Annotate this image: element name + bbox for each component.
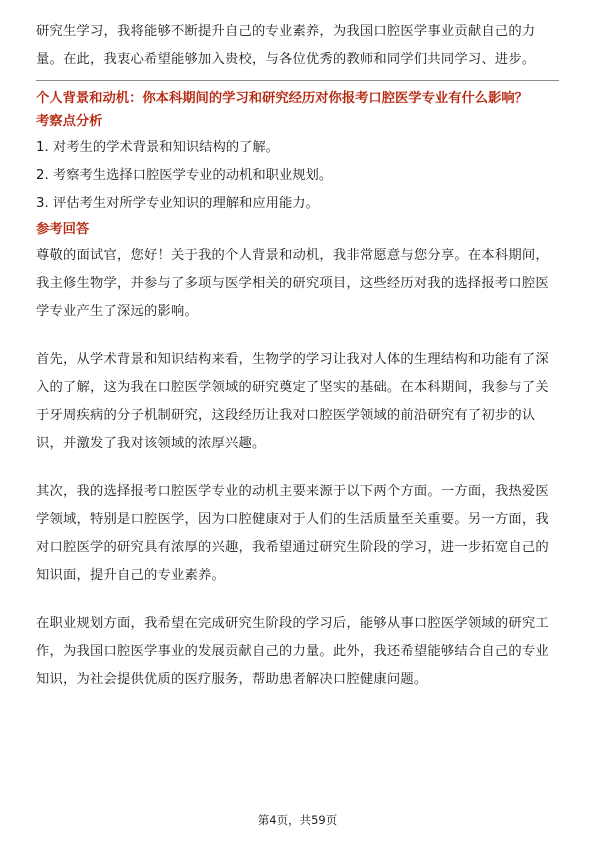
document-page: [36, 18, 559, 694]
answer-paragraph: 尊敬的面试官，您好！关于我的个人背景和动机，我非常愿意与您分享。在本科期间，我主修生物学，并参与了多项与医学相关的研究项目，这些经历对我的选择报考口腔医学专业产生了深远的影响。: [36, 248, 549, 319]
analysis-point: 3. 评估考生对所学专业知识的理解和应用能力。: [36, 196, 319, 211]
analysis-title: 考察点分析: [36, 114, 103, 129]
analysis-point: 1. 对考生的学术背景和知识结构的了解。: [36, 140, 279, 155]
answer-paragraph: 首先，从学术背景和知识结构来看，生物学的学习让我对人体的生理结构和功能有了深入的了解，这为我在口腔医学领域的研究奠定了坚实的基础。在本科期间，我参与了关于牙周疾病的分子机制研究，这段经历让我对口腔医学领域的前沿研究有了初步的认识，并激发了我对该领域的浓厚兴趣。: [36, 352, 549, 451]
page-footer: 第4页，共59页: [257, 813, 338, 827]
answer-paragraph: 在职业规划方面，我希望在完成研究生阶段的学习后，能够从事口腔医学领域的研究工作，为我国口腔医学事业的发展贡献自己的力量。此外，我还希望能够结合自己的专业知识，为社会提供优质的医疗服务，帮助患者解决口腔健康问题。: [36, 616, 549, 687]
intro-paragraph: 研究生学习，我将能够不断提升自己的专业素养，为我国口腔医学事业贡献自己的力量。在此，我衷心希望能够加入贵校，与各位优秀的教师和同学们共同学习、进步。: [36, 24, 536, 67]
section-divider: [36, 80, 559, 81]
answer-title: 参考回答: [36, 222, 90, 237]
question-heading: 个人背景和动机：你本科期间的学习和研究经历对你报考口腔医学专业有什么影响？: [36, 91, 528, 106]
answer-paragraph: 其次，我的选择报考口腔医学专业的动机主要来源于以下两个方面。一方面，我热爱医学领域，特别是口腔医学，因为口腔健康对于人们的生活质量至关重要。另一方面，我对口腔医学的研究具有浓厚的兴趣，我希望通过研究生阶段的学习，进一步拓宽自己的知识面，提升自己的专业素养。: [36, 484, 549, 583]
analysis-point: 2. 考察考生选择口腔医学专业的动机和职业规划。: [36, 168, 333, 183]
